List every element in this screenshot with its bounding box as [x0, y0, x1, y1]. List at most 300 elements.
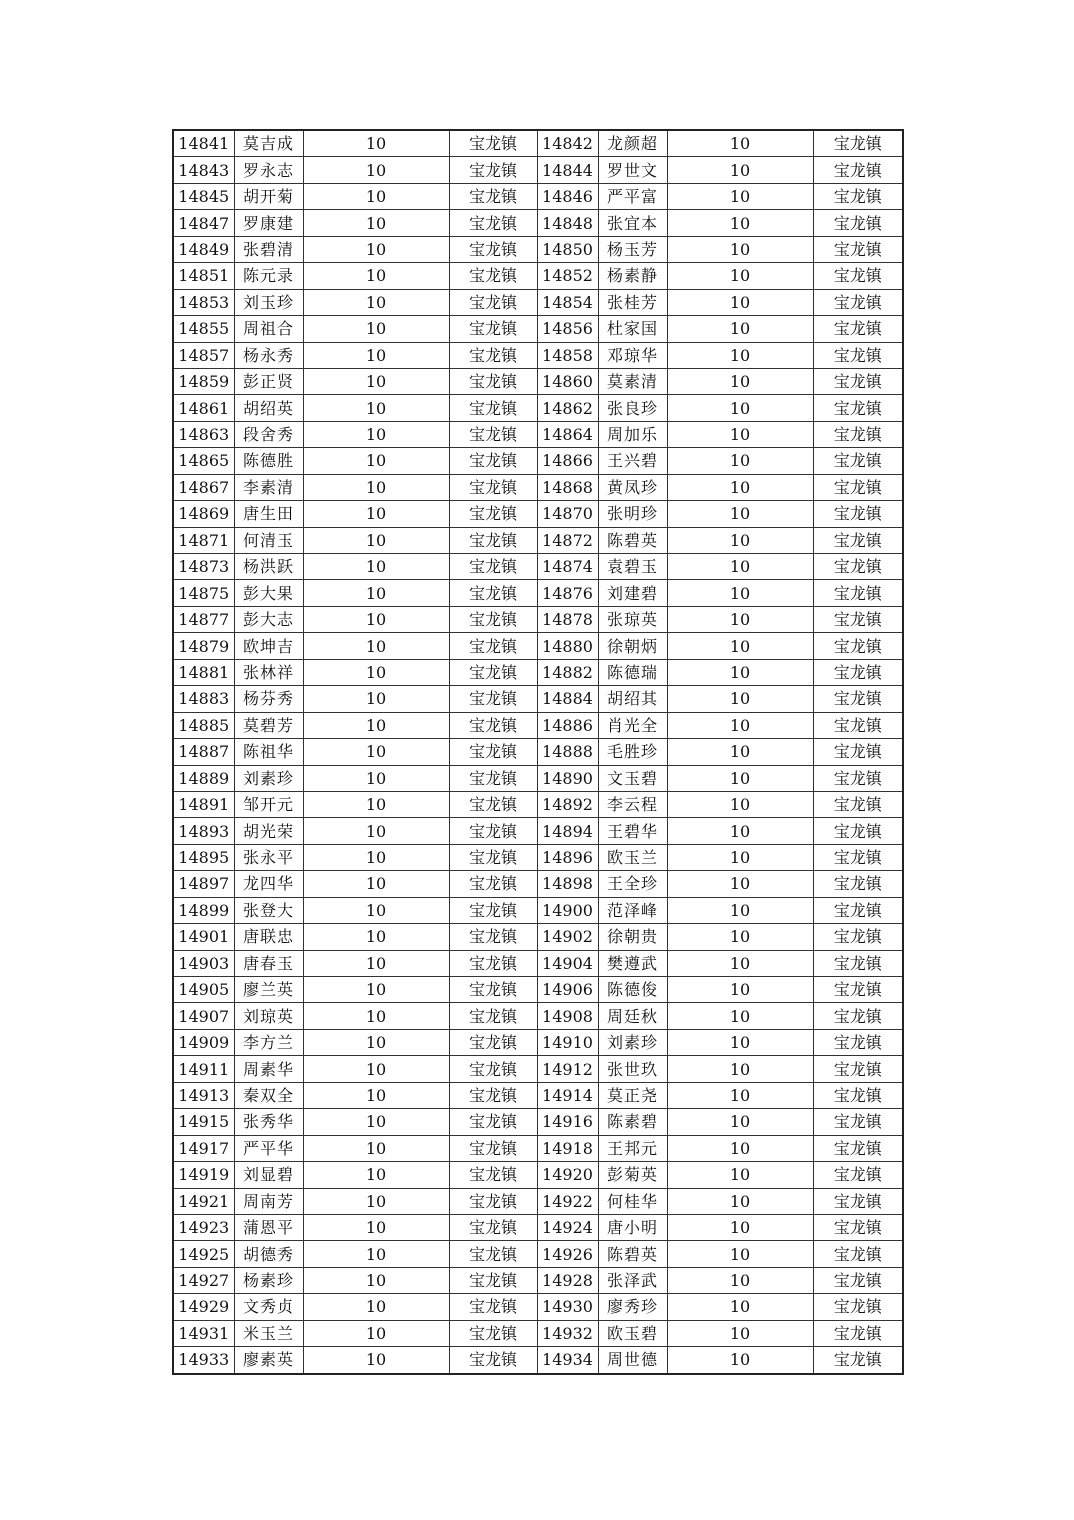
record-id-cell: 14931	[173, 1320, 234, 1346]
town-cell: 宝龙镇	[449, 157, 537, 183]
record-id-cell: 14871	[173, 527, 234, 553]
person-name-cell: 张林祥	[234, 659, 303, 685]
person-name-cell: 何桂华	[598, 1188, 667, 1214]
record-id-cell: 14929	[173, 1294, 234, 1320]
town-cell: 宝龙镇	[449, 712, 537, 738]
record-id-cell: 14883	[173, 686, 234, 712]
record-id-cell: 14855	[173, 316, 234, 342]
town-cell: 宝龙镇	[449, 1294, 537, 1320]
town-cell: 宝龙镇	[813, 421, 903, 447]
town-cell: 宝龙镇	[813, 712, 903, 738]
record-id-cell: 14882	[537, 659, 598, 685]
town-cell: 宝龙镇	[449, 871, 537, 897]
record-id-cell: 14907	[173, 1003, 234, 1029]
amount-cell: 10	[303, 1162, 449, 1188]
person-name-cell: 张良珍	[598, 395, 667, 421]
amount-cell: 10	[667, 1109, 813, 1135]
amount-cell: 10	[303, 897, 449, 923]
record-id-cell: 14891	[173, 791, 234, 817]
amount-cell: 10	[667, 818, 813, 844]
amount-cell: 10	[303, 421, 449, 447]
town-cell: 宝龙镇	[813, 818, 903, 844]
town-cell: 宝龙镇	[449, 606, 537, 632]
table-row	[173, 606, 903, 632]
record-id-cell: 14864	[537, 421, 598, 447]
roster-table	[172, 129, 904, 1375]
town-cell: 宝龙镇	[813, 950, 903, 976]
town-cell: 宝龙镇	[813, 844, 903, 870]
table-row	[173, 421, 903, 447]
amount-cell: 10	[667, 1003, 813, 1029]
table-row	[173, 210, 903, 236]
town-cell: 宝龙镇	[449, 289, 537, 315]
record-id-cell: 14880	[537, 633, 598, 659]
roster-table-body	[173, 130, 903, 1374]
record-id-cell: 14912	[537, 1056, 598, 1082]
table-row	[173, 1347, 903, 1374]
town-cell: 宝龙镇	[813, 157, 903, 183]
record-id-cell: 14925	[173, 1241, 234, 1267]
person-name-cell: 胡德秀	[234, 1241, 303, 1267]
record-id-cell: 14874	[537, 554, 598, 580]
record-id-cell: 14853	[173, 289, 234, 315]
person-name-cell: 黄凤珍	[598, 474, 667, 500]
person-name-cell: 邹开元	[234, 791, 303, 817]
person-name-cell: 陈碧英	[598, 1241, 667, 1267]
record-id-cell: 14875	[173, 580, 234, 606]
town-cell: 宝龙镇	[449, 791, 537, 817]
amount-cell: 10	[667, 210, 813, 236]
town-cell: 宝龙镇	[813, 1029, 903, 1055]
amount-cell: 10	[667, 686, 813, 712]
table-row	[173, 1320, 903, 1346]
amount-cell: 10	[667, 289, 813, 315]
record-id-cell: 14890	[537, 765, 598, 791]
amount-cell: 10	[667, 316, 813, 342]
person-name-cell: 刘素珍	[234, 765, 303, 791]
person-name-cell: 胡绍其	[598, 686, 667, 712]
person-name-cell: 胡绍英	[234, 395, 303, 421]
town-cell: 宝龙镇	[813, 1082, 903, 1108]
amount-cell: 10	[667, 739, 813, 765]
amount-cell: 10	[303, 316, 449, 342]
person-name-cell: 莫素清	[598, 368, 667, 394]
person-name-cell: 刘玉珍	[234, 289, 303, 315]
table-row	[173, 183, 903, 209]
record-id-cell: 14846	[537, 183, 598, 209]
person-name-cell: 秦双全	[234, 1082, 303, 1108]
record-id-cell: 14885	[173, 712, 234, 738]
person-name-cell: 罗世文	[598, 157, 667, 183]
record-id-cell: 14933	[173, 1347, 234, 1374]
person-name-cell: 王碧华	[598, 818, 667, 844]
amount-cell: 10	[303, 1241, 449, 1267]
record-id-cell: 14923	[173, 1214, 234, 1240]
amount-cell: 10	[667, 395, 813, 421]
person-name-cell: 胡开菊	[234, 183, 303, 209]
amount-cell: 10	[303, 342, 449, 368]
town-cell: 宝龙镇	[449, 474, 537, 500]
table-row	[173, 474, 903, 500]
amount-cell: 10	[667, 871, 813, 897]
amount-cell: 10	[667, 527, 813, 553]
record-id-cell: 14852	[537, 263, 598, 289]
amount-cell: 10	[303, 1267, 449, 1293]
record-id-cell: 14877	[173, 606, 234, 632]
town-cell: 宝龙镇	[449, 527, 537, 553]
town-cell: 宝龙镇	[449, 686, 537, 712]
amount-cell: 10	[303, 686, 449, 712]
person-name-cell: 张泽武	[598, 1267, 667, 1293]
person-name-cell: 莫正尧	[598, 1082, 667, 1108]
table-row	[173, 1241, 903, 1267]
amount-cell: 10	[303, 448, 449, 474]
record-id-cell: 14897	[173, 871, 234, 897]
town-cell: 宝龙镇	[449, 1003, 537, 1029]
person-name-cell: 唐小明	[598, 1214, 667, 1240]
town-cell: 宝龙镇	[813, 1162, 903, 1188]
town-cell: 宝龙镇	[449, 765, 537, 791]
record-id-cell: 14886	[537, 712, 598, 738]
table-row	[173, 395, 903, 421]
record-id-cell: 14922	[537, 1188, 598, 1214]
town-cell: 宝龙镇	[449, 263, 537, 289]
record-id-cell: 14910	[537, 1029, 598, 1055]
table-row	[173, 950, 903, 976]
table-row	[173, 289, 903, 315]
town-cell: 宝龙镇	[813, 1241, 903, 1267]
town-cell: 宝龙镇	[449, 1135, 537, 1161]
town-cell: 宝龙镇	[813, 183, 903, 209]
amount-cell: 10	[303, 183, 449, 209]
record-id-cell: 14844	[537, 157, 598, 183]
amount-cell: 10	[667, 1214, 813, 1240]
town-cell: 宝龙镇	[449, 395, 537, 421]
amount-cell: 10	[303, 871, 449, 897]
town-cell: 宝龙镇	[449, 501, 537, 527]
amount-cell: 10	[303, 818, 449, 844]
person-name-cell: 刘琼英	[234, 1003, 303, 1029]
amount-cell: 10	[303, 1109, 449, 1135]
amount-cell: 10	[303, 606, 449, 632]
person-name-cell: 莫碧芳	[234, 712, 303, 738]
table-row	[173, 1109, 903, 1135]
amount-cell: 10	[667, 977, 813, 1003]
person-name-cell: 欧玉兰	[598, 844, 667, 870]
amount-cell: 10	[667, 712, 813, 738]
amount-cell: 10	[303, 1082, 449, 1108]
amount-cell: 10	[667, 1347, 813, 1374]
town-cell: 宝龙镇	[449, 950, 537, 976]
person-name-cell: 欧坤吉	[234, 633, 303, 659]
town-cell: 宝龙镇	[449, 210, 537, 236]
table-row	[173, 924, 903, 950]
table-row	[173, 554, 903, 580]
record-id-cell: 14900	[537, 897, 598, 923]
person-name-cell: 陈素碧	[598, 1109, 667, 1135]
amount-cell: 10	[667, 765, 813, 791]
table-row	[173, 1135, 903, 1161]
table-row	[173, 897, 903, 923]
person-name-cell: 蒲恩平	[234, 1214, 303, 1240]
record-id-cell: 14902	[537, 924, 598, 950]
amount-cell: 10	[303, 1029, 449, 1055]
table-row	[173, 659, 903, 685]
table-row	[173, 342, 903, 368]
person-name-cell: 周加乐	[598, 421, 667, 447]
person-name-cell: 刘素珍	[598, 1029, 667, 1055]
record-id-cell: 14916	[537, 1109, 598, 1135]
table-row	[173, 1003, 903, 1029]
person-name-cell: 毛胜珍	[598, 739, 667, 765]
record-id-cell: 14895	[173, 844, 234, 870]
town-cell: 宝龙镇	[813, 263, 903, 289]
town-cell: 宝龙镇	[813, 1135, 903, 1161]
person-name-cell: 刘显碧	[234, 1162, 303, 1188]
table-row	[173, 368, 903, 394]
person-name-cell: 文秀贞	[234, 1294, 303, 1320]
amount-cell: 10	[303, 580, 449, 606]
person-name-cell: 张登大	[234, 897, 303, 923]
person-name-cell: 彭菊英	[598, 1162, 667, 1188]
record-id-cell: 14904	[537, 950, 598, 976]
town-cell: 宝龙镇	[813, 1267, 903, 1293]
town-cell: 宝龙镇	[813, 686, 903, 712]
town-cell: 宝龙镇	[449, 554, 537, 580]
person-name-cell: 欧玉碧	[598, 1320, 667, 1346]
table-row	[173, 527, 903, 553]
town-cell: 宝龙镇	[813, 606, 903, 632]
record-id-cell: 14863	[173, 421, 234, 447]
town-cell: 宝龙镇	[449, 1109, 537, 1135]
amount-cell: 10	[303, 210, 449, 236]
town-cell: 宝龙镇	[813, 897, 903, 923]
person-name-cell: 陈祖华	[234, 739, 303, 765]
amount-cell: 10	[667, 448, 813, 474]
amount-cell: 10	[303, 474, 449, 500]
amount-cell: 10	[303, 130, 449, 157]
town-cell: 宝龙镇	[813, 739, 903, 765]
table-row	[173, 263, 903, 289]
person-name-cell: 范泽峰	[598, 897, 667, 923]
record-id-cell: 14899	[173, 897, 234, 923]
town-cell: 宝龙镇	[813, 1214, 903, 1240]
record-id-cell: 14872	[537, 527, 598, 553]
amount-cell: 10	[303, 1294, 449, 1320]
record-id-cell: 14932	[537, 1320, 598, 1346]
person-name-cell: 王兴碧	[598, 448, 667, 474]
person-name-cell: 邓琼华	[598, 342, 667, 368]
table-row	[173, 501, 903, 527]
table-row	[173, 1188, 903, 1214]
table-row	[173, 1029, 903, 1055]
record-id-cell: 14843	[173, 157, 234, 183]
table-row	[173, 977, 903, 1003]
amount-cell: 10	[667, 606, 813, 632]
person-name-cell: 徐朝炳	[598, 633, 667, 659]
record-id-cell: 14857	[173, 342, 234, 368]
person-name-cell: 王邦元	[598, 1135, 667, 1161]
town-cell: 宝龙镇	[813, 1188, 903, 1214]
table-row	[173, 316, 903, 342]
record-id-cell: 14917	[173, 1135, 234, 1161]
amount-cell: 10	[303, 289, 449, 315]
person-name-cell: 文玉碧	[598, 765, 667, 791]
record-id-cell: 14841	[173, 130, 234, 157]
town-cell: 宝龙镇	[813, 1294, 903, 1320]
amount-cell: 10	[667, 1320, 813, 1346]
person-name-cell: 严平华	[234, 1135, 303, 1161]
amount-cell: 10	[303, 1320, 449, 1346]
amount-cell: 10	[667, 897, 813, 923]
town-cell: 宝龙镇	[449, 1214, 537, 1240]
person-name-cell: 刘建碧	[598, 580, 667, 606]
record-id-cell: 14858	[537, 342, 598, 368]
town-cell: 宝龙镇	[449, 977, 537, 1003]
record-id-cell: 14898	[537, 871, 598, 897]
record-id-cell: 14928	[537, 1267, 598, 1293]
amount-cell: 10	[303, 844, 449, 870]
person-name-cell: 张世玖	[598, 1056, 667, 1082]
amount-cell: 10	[303, 263, 449, 289]
town-cell: 宝龙镇	[813, 501, 903, 527]
person-name-cell: 李云程	[598, 791, 667, 817]
record-id-cell: 14849	[173, 236, 234, 262]
amount-cell: 10	[667, 1267, 813, 1293]
table-row	[173, 818, 903, 844]
amount-cell: 10	[303, 1135, 449, 1161]
person-name-cell: 陈德胜	[234, 448, 303, 474]
record-id-cell: 14856	[537, 316, 598, 342]
table-row	[173, 712, 903, 738]
amount-cell: 10	[303, 712, 449, 738]
town-cell: 宝龙镇	[449, 1188, 537, 1214]
town-cell: 宝龙镇	[449, 368, 537, 394]
table-row	[173, 1162, 903, 1188]
table-row	[173, 236, 903, 262]
town-cell: 宝龙镇	[449, 897, 537, 923]
person-name-cell: 段舍秀	[234, 421, 303, 447]
amount-cell: 10	[667, 421, 813, 447]
table-row	[173, 130, 903, 157]
town-cell: 宝龙镇	[449, 448, 537, 474]
record-id-cell: 14847	[173, 210, 234, 236]
record-id-cell: 14881	[173, 659, 234, 685]
record-id-cell: 14924	[537, 1214, 598, 1240]
amount-cell: 10	[303, 633, 449, 659]
amount-cell: 10	[303, 1188, 449, 1214]
town-cell: 宝龙镇	[449, 236, 537, 262]
amount-cell: 10	[667, 263, 813, 289]
town-cell: 宝龙镇	[813, 368, 903, 394]
amount-cell: 10	[667, 474, 813, 500]
person-name-cell: 唐春玉	[234, 950, 303, 976]
record-id-cell: 14860	[537, 368, 598, 394]
person-name-cell: 张永平	[234, 844, 303, 870]
table-row	[173, 1082, 903, 1108]
amount-cell: 10	[667, 157, 813, 183]
record-id-cell: 14848	[537, 210, 598, 236]
town-cell: 宝龙镇	[449, 1267, 537, 1293]
town-cell: 宝龙镇	[813, 659, 903, 685]
table-row	[173, 871, 903, 897]
record-id-cell: 14920	[537, 1162, 598, 1188]
amount-cell: 10	[303, 368, 449, 394]
record-id-cell: 14930	[537, 1294, 598, 1320]
person-name-cell: 龙四华	[234, 871, 303, 897]
table-row	[173, 1294, 903, 1320]
record-id-cell: 14934	[537, 1347, 598, 1374]
amount-cell: 10	[667, 580, 813, 606]
record-id-cell: 14913	[173, 1082, 234, 1108]
town-cell: 宝龙镇	[449, 342, 537, 368]
person-name-cell: 莫吉成	[234, 130, 303, 157]
amount-cell: 10	[303, 236, 449, 262]
town-cell: 宝龙镇	[813, 924, 903, 950]
table-row	[173, 739, 903, 765]
person-name-cell: 张宜本	[598, 210, 667, 236]
amount-cell: 10	[303, 977, 449, 1003]
town-cell: 宝龙镇	[449, 1029, 537, 1055]
record-id-cell: 14867	[173, 474, 234, 500]
record-id-cell: 14927	[173, 1267, 234, 1293]
town-cell: 宝龙镇	[813, 289, 903, 315]
table-row	[173, 791, 903, 817]
person-name-cell: 严平富	[598, 183, 667, 209]
person-name-cell: 唐生田	[234, 501, 303, 527]
town-cell: 宝龙镇	[813, 633, 903, 659]
amount-cell: 10	[303, 1347, 449, 1374]
record-id-cell: 14859	[173, 368, 234, 394]
amount-cell: 10	[303, 659, 449, 685]
town-cell: 宝龙镇	[449, 739, 537, 765]
town-cell: 宝龙镇	[813, 1347, 903, 1374]
town-cell: 宝龙镇	[449, 818, 537, 844]
amount-cell: 10	[303, 1214, 449, 1240]
town-cell: 宝龙镇	[449, 421, 537, 447]
person-name-cell: 周祖合	[234, 316, 303, 342]
town-cell: 宝龙镇	[449, 316, 537, 342]
town-cell: 宝龙镇	[813, 1109, 903, 1135]
person-name-cell: 张明珍	[598, 501, 667, 527]
table-row	[173, 157, 903, 183]
town-cell: 宝龙镇	[813, 765, 903, 791]
record-id-cell: 14878	[537, 606, 598, 632]
person-name-cell: 李素清	[234, 474, 303, 500]
town-cell: 宝龙镇	[813, 1003, 903, 1029]
town-cell: 宝龙镇	[813, 791, 903, 817]
person-name-cell: 陈德瑞	[598, 659, 667, 685]
town-cell: 宝龙镇	[813, 236, 903, 262]
person-name-cell: 杨素静	[598, 263, 667, 289]
person-name-cell: 周南芳	[234, 1188, 303, 1214]
town-cell: 宝龙镇	[449, 1241, 537, 1267]
amount-cell: 10	[667, 1135, 813, 1161]
town-cell: 宝龙镇	[449, 183, 537, 209]
table-row	[173, 1056, 903, 1082]
record-id-cell: 14909	[173, 1029, 234, 1055]
record-id-cell: 14868	[537, 474, 598, 500]
person-name-cell: 樊遵武	[598, 950, 667, 976]
record-id-cell: 14911	[173, 1056, 234, 1082]
record-id-cell: 14870	[537, 501, 598, 527]
town-cell: 宝龙镇	[449, 659, 537, 685]
record-id-cell: 14865	[173, 448, 234, 474]
amount-cell: 10	[667, 1241, 813, 1267]
person-name-cell: 杨玉芳	[598, 236, 667, 262]
town-cell: 宝龙镇	[813, 474, 903, 500]
town-cell: 宝龙镇	[813, 448, 903, 474]
